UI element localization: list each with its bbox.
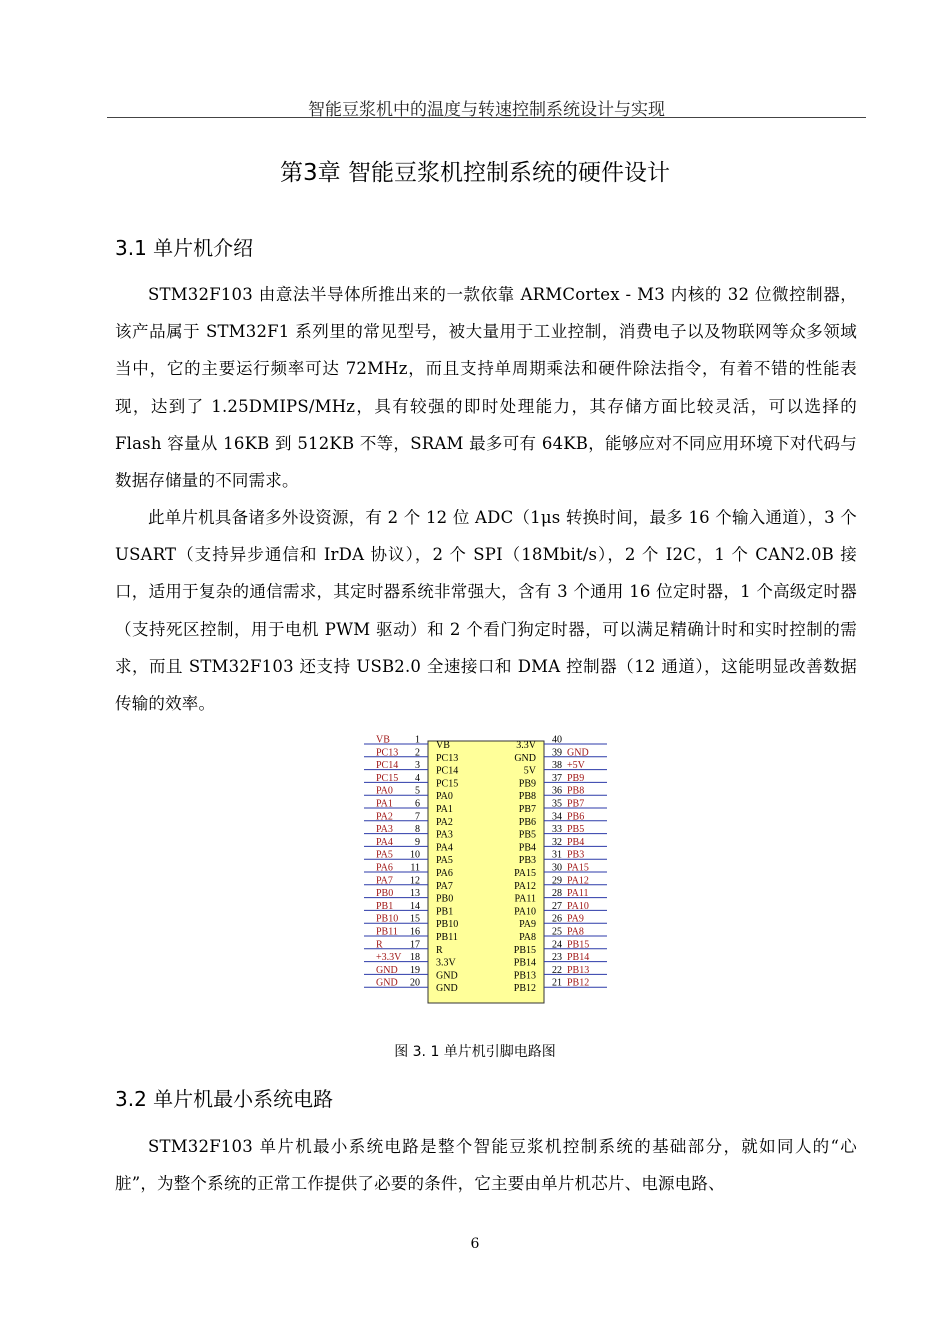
left-net-label: PA3 <box>376 824 393 836</box>
right-pin-number: 27 <box>552 900 562 912</box>
left-pin-number: 13 <box>410 888 420 900</box>
figure-caption: 图 3. 1 单片机引脚电路图 <box>394 1044 556 1060</box>
left-net-label: PB0 <box>376 888 394 900</box>
right-pin-number: 34 <box>552 811 562 823</box>
right-pin-name: PB12 <box>513 983 536 995</box>
right-net-label: PB12 <box>567 977 590 989</box>
right-pin-number: 33 <box>552 824 562 836</box>
left-pin-name: PB1 <box>436 906 454 918</box>
right-pin-name: PA15 <box>514 868 536 879</box>
right-net-label: PB3 <box>567 849 585 861</box>
left-net-label: PA7 <box>376 875 393 887</box>
left-pin-name: PC13 <box>436 752 459 764</box>
left-net-label: PA5 <box>376 849 393 861</box>
right-pin-number: 23 <box>552 952 562 964</box>
left-pin-number: 7 <box>415 811 420 823</box>
right-pin-name: PB3 <box>518 855 536 867</box>
right-pin-name: PB6 <box>518 816 536 828</box>
left-pin-name: VB <box>436 740 450 751</box>
left-pin-name: PC15 <box>436 778 459 790</box>
right-net-label: PB14 <box>567 952 590 964</box>
right-pin-name: 3.3V <box>516 740 536 751</box>
right-pin-name: GND <box>514 752 536 764</box>
left-pin-name: PB11 <box>436 932 458 943</box>
right-net-label: PA15 <box>567 862 589 874</box>
left-pin-number: 1 <box>415 734 420 746</box>
left-pin-name: PB0 <box>436 893 454 905</box>
right-pin-name: PA10 <box>514 906 536 918</box>
left-pin-name: PA2 <box>436 816 453 828</box>
right-pin-name: PB8 <box>518 791 536 803</box>
left-pin-number: 4 <box>415 772 420 784</box>
left-pin-number: 12 <box>410 875 420 887</box>
right-net-label: PA9 <box>567 913 584 925</box>
left-pin-number: 3 <box>415 760 420 772</box>
right-net-label: PB13 <box>567 964 590 976</box>
right-pin-number: 31 <box>552 849 562 861</box>
left-pin-number: 6 <box>415 798 420 810</box>
left-pin-number: 19 <box>410 964 420 976</box>
left-pin-number: 14 <box>410 900 420 912</box>
right-net-label: PB9 <box>567 772 585 784</box>
right-pin-number: 21 <box>552 977 562 989</box>
right-net-label: PB6 <box>567 811 585 823</box>
section-heading-3-2: 3.2 单片机最小系统电路 <box>115 1087 334 1111</box>
right-pin-number: 37 <box>552 772 562 784</box>
left-pin-name: PA5 <box>436 855 453 867</box>
right-net-label: PA10 <box>567 900 589 912</box>
left-net-label: PA2 <box>376 811 393 823</box>
left-pin-name: GND <box>436 970 458 982</box>
right-pin-number: 36 <box>552 785 562 797</box>
left-net-label: VB <box>376 734 390 746</box>
right-net-label: PB5 <box>567 824 585 836</box>
left-pin-name: PA4 <box>436 842 453 854</box>
page-number: 6 <box>470 1236 480 1252</box>
right-net-label: PB7 <box>567 798 585 810</box>
left-net-label: PA0 <box>376 785 393 797</box>
left-pin-name: PA3 <box>436 829 453 841</box>
right-pin-name: PA8 <box>519 932 536 943</box>
left-pin-number: 18 <box>410 952 420 964</box>
right-pin-number: 26 <box>552 913 562 925</box>
left-net-label: PA6 <box>376 862 393 874</box>
left-net-label: +3.3V <box>376 952 402 964</box>
left-pin-name: GND <box>436 983 458 995</box>
left-pin-number: 15 <box>410 913 420 925</box>
left-pin-name: PA0 <box>436 791 453 803</box>
right-net-label: PB15 <box>567 939 590 951</box>
left-pin-number: 2 <box>415 747 420 759</box>
mcu-pinout-diagram <box>356 726 618 1014</box>
section-heading-3-1: 3.1 单片机介绍 <box>115 236 254 260</box>
chapter-title: 第3章 智能豆浆机控制系统的硬件设计 <box>280 160 670 186</box>
left-pin-name: PB10 <box>436 919 459 931</box>
left-net-label: PC13 <box>376 747 399 759</box>
left-pin-number: 10 <box>410 849 420 861</box>
body-paragraph-2: 此单片机具备诸多外设资源，有 2 个 12 位 ADC（1μs 转换时间，最多 16 个输入通道），3 个 USART（支持异步通信和 IrDA 协议），2 个 SPI（18Mbit/s），2 个 I2C，1 个 CAN2.0B 接口，适用于复杂的通信需求，其定时器系统非常强大，含有 3 个通用 16 位定时器，1 个高级定时器（支持死区控制，用于电机 PWM 驱动）和 2 个看门狗定时器，可以满足精确计时和实时控制的需求，而且 STM32F103 还支持 USB2.0 全速接口和 DMA 控制器（12 通道），这能明显改善数据传输的效率。 <box>115 508 857 714</box>
left-pin-number: 5 <box>415 785 420 797</box>
left-net-label: PA4 <box>376 836 393 848</box>
header-divider <box>107 117 866 118</box>
left-pin-name: PC14 <box>436 765 459 777</box>
left-pin-number: 9 <box>415 836 420 848</box>
left-net-label: R <box>376 939 383 951</box>
right-pin-number: 28 <box>552 888 562 900</box>
left-net-label: PC14 <box>376 760 399 772</box>
right-pin-number: 32 <box>552 836 562 848</box>
left-net-label: PB11 <box>376 926 398 938</box>
right-pin-number: 25 <box>552 926 562 938</box>
right-net-label: PB8 <box>567 785 585 797</box>
right-net-label: PA11 <box>567 888 589 900</box>
mcu-pinout-figure <box>356 726 618 1014</box>
left-pin-number: 8 <box>415 824 420 836</box>
right-pin-number: 38 <box>552 760 562 772</box>
right-net-label: PB4 <box>567 836 585 848</box>
left-pin-number: 16 <box>410 926 420 938</box>
right-net-label: GND <box>567 747 589 759</box>
right-net-label: PA8 <box>567 926 584 938</box>
left-net-label: PB1 <box>376 900 394 912</box>
left-net-label: PA1 <box>376 798 393 810</box>
left-pin-name: 3.3V <box>436 957 456 969</box>
left-pin-name: PA7 <box>436 880 453 892</box>
left-net-label: PB10 <box>376 913 399 925</box>
left-pin-number: 17 <box>410 939 420 951</box>
right-pin-number: 30 <box>552 862 562 874</box>
right-pin-name: PA11 <box>514 893 536 905</box>
left-pin-number: 20 <box>410 977 420 989</box>
right-pin-number: 29 <box>552 875 562 887</box>
right-pin-number: 40 <box>552 734 562 746</box>
right-pin-name: PB7 <box>518 804 536 815</box>
right-pin-name: PB5 <box>518 829 536 841</box>
left-net-label: PC15 <box>376 772 399 784</box>
right-pin-name: 5V <box>523 765 536 777</box>
right-net-label: PA12 <box>567 875 589 887</box>
right-pin-number: 24 <box>552 939 562 951</box>
left-net-label: GND <box>376 964 398 976</box>
right-pin-name: PB15 <box>513 944 536 956</box>
body-paragraph-1: STM32F103 由意法半导体所推出来的一款依靠 ARMCortex - M3 内核的 32 位微控制器，该产品属于 STM32F1 系列里的常见型号，被大量用于工业控制，消费电子以及物联网等众多领域当中，它的主要运行频率可达 72MHz，而且支持单周期乘法和硬件除法指令，有着不错的性能表现，达到了 1.25DMIPS/MHz，具有较强的即时处理能力，其存储方面比较灵活，可以选择的 Flash 容量从 16KB 到 512KB 不等，SRAM 最多可有 64KB，能够应对不同应用环境下对代码与数据存储量的不同需求。 <box>115 285 857 491</box>
right-pin-number: 39 <box>552 747 562 759</box>
right-pin-name: PB4 <box>518 842 536 854</box>
left-pin-name: PA1 <box>436 804 453 815</box>
right-pin-name: PA9 <box>519 919 536 931</box>
right-pin-number: 35 <box>552 798 562 810</box>
left-pin-name: R <box>436 944 443 956</box>
right-pin-number: 22 <box>552 964 562 976</box>
left-pin-name: PA6 <box>436 868 453 879</box>
right-pin-name: PB9 <box>518 778 536 790</box>
left-net-label: GND <box>376 977 398 989</box>
right-pin-name: PA12 <box>514 880 536 892</box>
right-net-label: +5V <box>567 760 585 772</box>
right-pin-name: PB14 <box>513 957 536 969</box>
right-pin-name: PB13 <box>513 970 536 982</box>
left-pin-number: 11 <box>410 862 420 874</box>
body-paragraph-3: STM32F103 单片机最小系统电路是整个智能豆浆机控制系统的基础部分，就如同人的“心脏”，为整个系统的正常工作提供了必要的条件，它主要由单片机芯片、电源电路、 <box>115 1137 857 1194</box>
running-header: 智能豆浆机中的温度与转速控制系统设计与实现 <box>308 100 665 120</box>
